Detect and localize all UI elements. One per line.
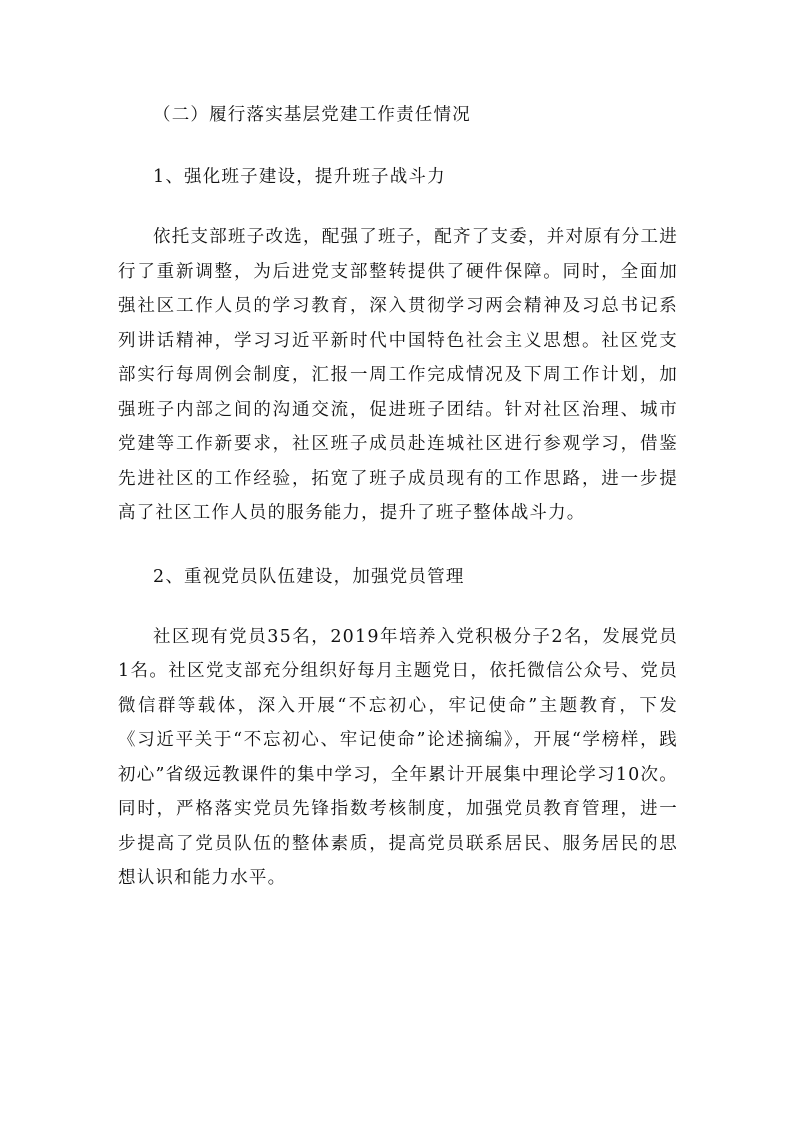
document-content bbox=[118, 97, 678, 924]
subsection-2-body: 社区现有党员35名，2019年培养入党积极分子2名，发展党员1名。社区党支部充分组织好每月主题党日，依托微信公众号、党员微信群等载体，深入开展“不忘初心，牢记使命”主题教育，下发《习近平关于“不忘初心、牢记使命”论述摘编》，开展“学榜样，践初心”省级远教课件的集中学习，全年累计开展集中理论学习10次。同时，严格落实党员先锋指数考核制度，加强党员教育管理，进一步提高了党员队伍的整体素质，提高党员联系居民、服务居民的思想认识和能力水平。 bbox=[118, 626, 678, 888]
subsection-1-body: 依托支部班子改选，配强了班子，配齐了支委，并对原有分工进行了重新调整，为后进党支部整转提供了硬件保障。同时，全面加强社区工作人员的学习教育，深入贯彻学习两会精神及习总书记系列讲话精神，学习习近平新时代中国特色社会主义思想。社区党支部实行每周例会制度，汇报一周工作完成情况及下周工作计划，加强班子内部之间的沟通交流，促进班子团结。针对社区治理、城市党建等工作新要求，社区班子成员赴连城社区进行参观学习，借鉴先进社区的工作经验，拓宽了班子成员现有的工作思路，进一步提高了社区工作人员的服务能力，提升了班子整体战斗力。 bbox=[118, 227, 678, 523]
subsection-2-title: 2、重视党员队伍建设，加强党员管理 bbox=[153, 566, 465, 587]
subsection-1-title: 1、强化班子建设，提升班子战斗力 bbox=[153, 167, 446, 187]
section-title: （二）履行落实基层党建工作责任情况 bbox=[153, 105, 471, 125]
